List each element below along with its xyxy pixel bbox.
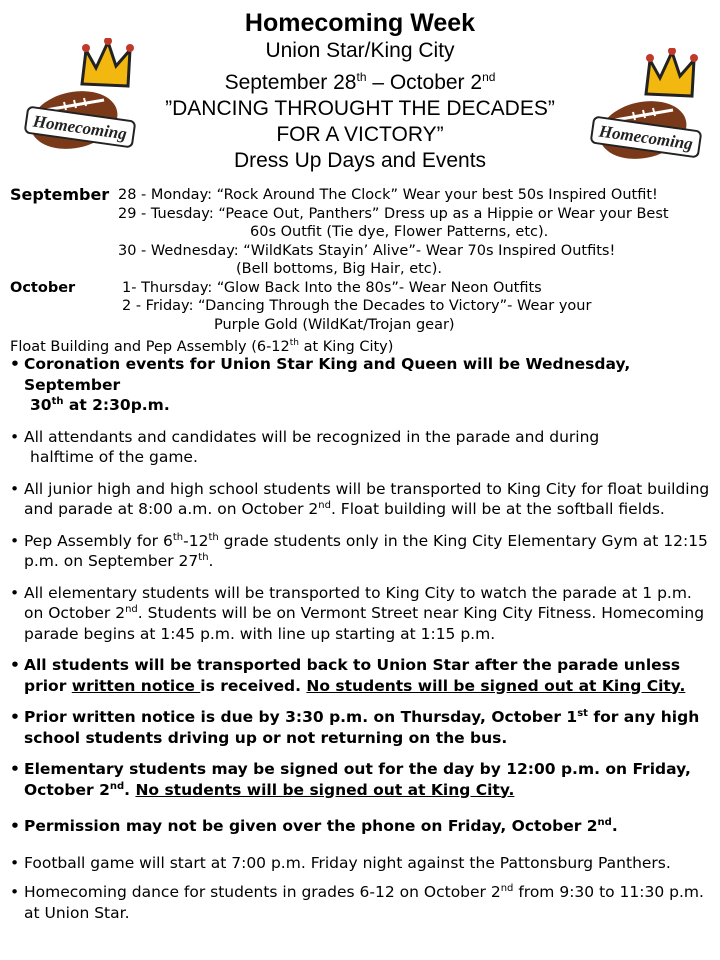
schedule-item: 28 - Monday: “Rock Around The Clock” Wear your best 50s Inspired Outfit! xyxy=(118,187,658,203)
schedule-item: 29 - Tuesday: “Peace Out, Panthers” Dress up as a Hippie or Wear your Best xyxy=(118,205,669,222)
schedule-row xyxy=(10,242,710,261)
schedule-item: (Bell bottoms, Big Hair, etc). xyxy=(236,261,443,277)
month-label-october: October xyxy=(10,279,76,296)
list-item: • Football game will start at 7:00 p.m. Friday night against the Pattonsburg Panthers. xyxy=(10,853,671,872)
schools-line: Union Star/King City xyxy=(265,39,455,62)
float-building-note: Float Building and Pep Assembly (6-12th at King City) xyxy=(10,338,394,355)
schedule-item: 30 - Wednesday: “WildKats Stayin’ Alive”- Wear 70s Inspired Outfits! xyxy=(118,242,616,259)
list-item: • All elementary students will be transported to King City to watch the parade at 1 p.m. on October 2nd. Students will be on Vermont Street near King City Fitness. Homecoming parade begins at 1:45 p.m. with line up starting at 1:15 p.m. xyxy=(10,583,705,643)
homecoming-logo-left xyxy=(24,38,139,158)
schedule-item: 60s Outfit (Tie dye, Flower Patterns, etc). xyxy=(250,224,549,240)
homecoming-logo-right xyxy=(588,48,703,168)
logo-text: Homecoming xyxy=(597,121,695,154)
list-item: • All junior high and high school students will be transported to King City for float building and parade at 8:00 a.m. on October 2nd. Float building will be at the softball fields. xyxy=(10,479,710,518)
month-label-september: September xyxy=(10,185,110,204)
page-title: Homecoming Week xyxy=(244,9,476,37)
subtitle: Dress Up Days and Events xyxy=(233,149,487,172)
schedule-row xyxy=(10,260,710,279)
list-item: • Coronation events for Union Star King and Queen will be Wednesday, September 30th at 2:30p.m. xyxy=(10,355,631,414)
theme-line-1: ”DANCING THROUGHT THE DECADES” xyxy=(165,97,555,120)
schedule-row xyxy=(10,223,710,242)
schedule-item: Purple Gold (WildKat/Trojan gear) xyxy=(214,316,455,333)
theme-line-2: FOR A VICTORY” xyxy=(276,123,444,146)
list-item: • Homecoming dance for students in grades 6-12 on October 2nd from 9:30 to 11:30 p.m. at Union Star. xyxy=(10,882,704,922)
schedule-row xyxy=(10,334,710,353)
schedule-row xyxy=(10,205,710,224)
list-item: • All attendants and candidates will be recognized in the parade and during halftime of the game. xyxy=(10,427,600,466)
logo-text: Homecoming xyxy=(31,111,129,144)
schedule-row xyxy=(10,297,710,316)
list-item: • Elementary students may be signed out for the day by 12:00 p.m. on Friday, October 2nd. No students will be signed out at King City. xyxy=(10,760,691,799)
schedule-row xyxy=(10,279,710,298)
event-bullet-list xyxy=(10,354,710,923)
schedule-row xyxy=(10,316,710,335)
list-item: • Prior written notice is due by 3:30 p.m. on Thursday, October 1st for any high school students driving up or not returning on the bus. xyxy=(10,707,700,747)
schedule-row xyxy=(10,186,710,205)
dress-up-schedule xyxy=(10,186,710,353)
list-item: • Pep Assembly for 6th-12th grade students only in the King City Elementary Gym at 12:15 p.m. on September 27th. xyxy=(10,531,708,570)
list-item: • All students will be transported back to Union Star after the parade unless prior written notice is received. No students will be signed out at King City. xyxy=(10,656,686,695)
schedule-item: 1- Thursday: “Glow Back Into the 80s”- Wear Neon Outfits xyxy=(122,279,542,296)
dates-line: September 28th – October 2nd xyxy=(224,70,496,94)
schedule-item: 2 - Friday: “Dancing Through the Decades to Victory”- Wear your xyxy=(122,298,592,314)
list-item: • Permission may not be given over the phone on Friday, October 2nd. xyxy=(10,816,618,835)
